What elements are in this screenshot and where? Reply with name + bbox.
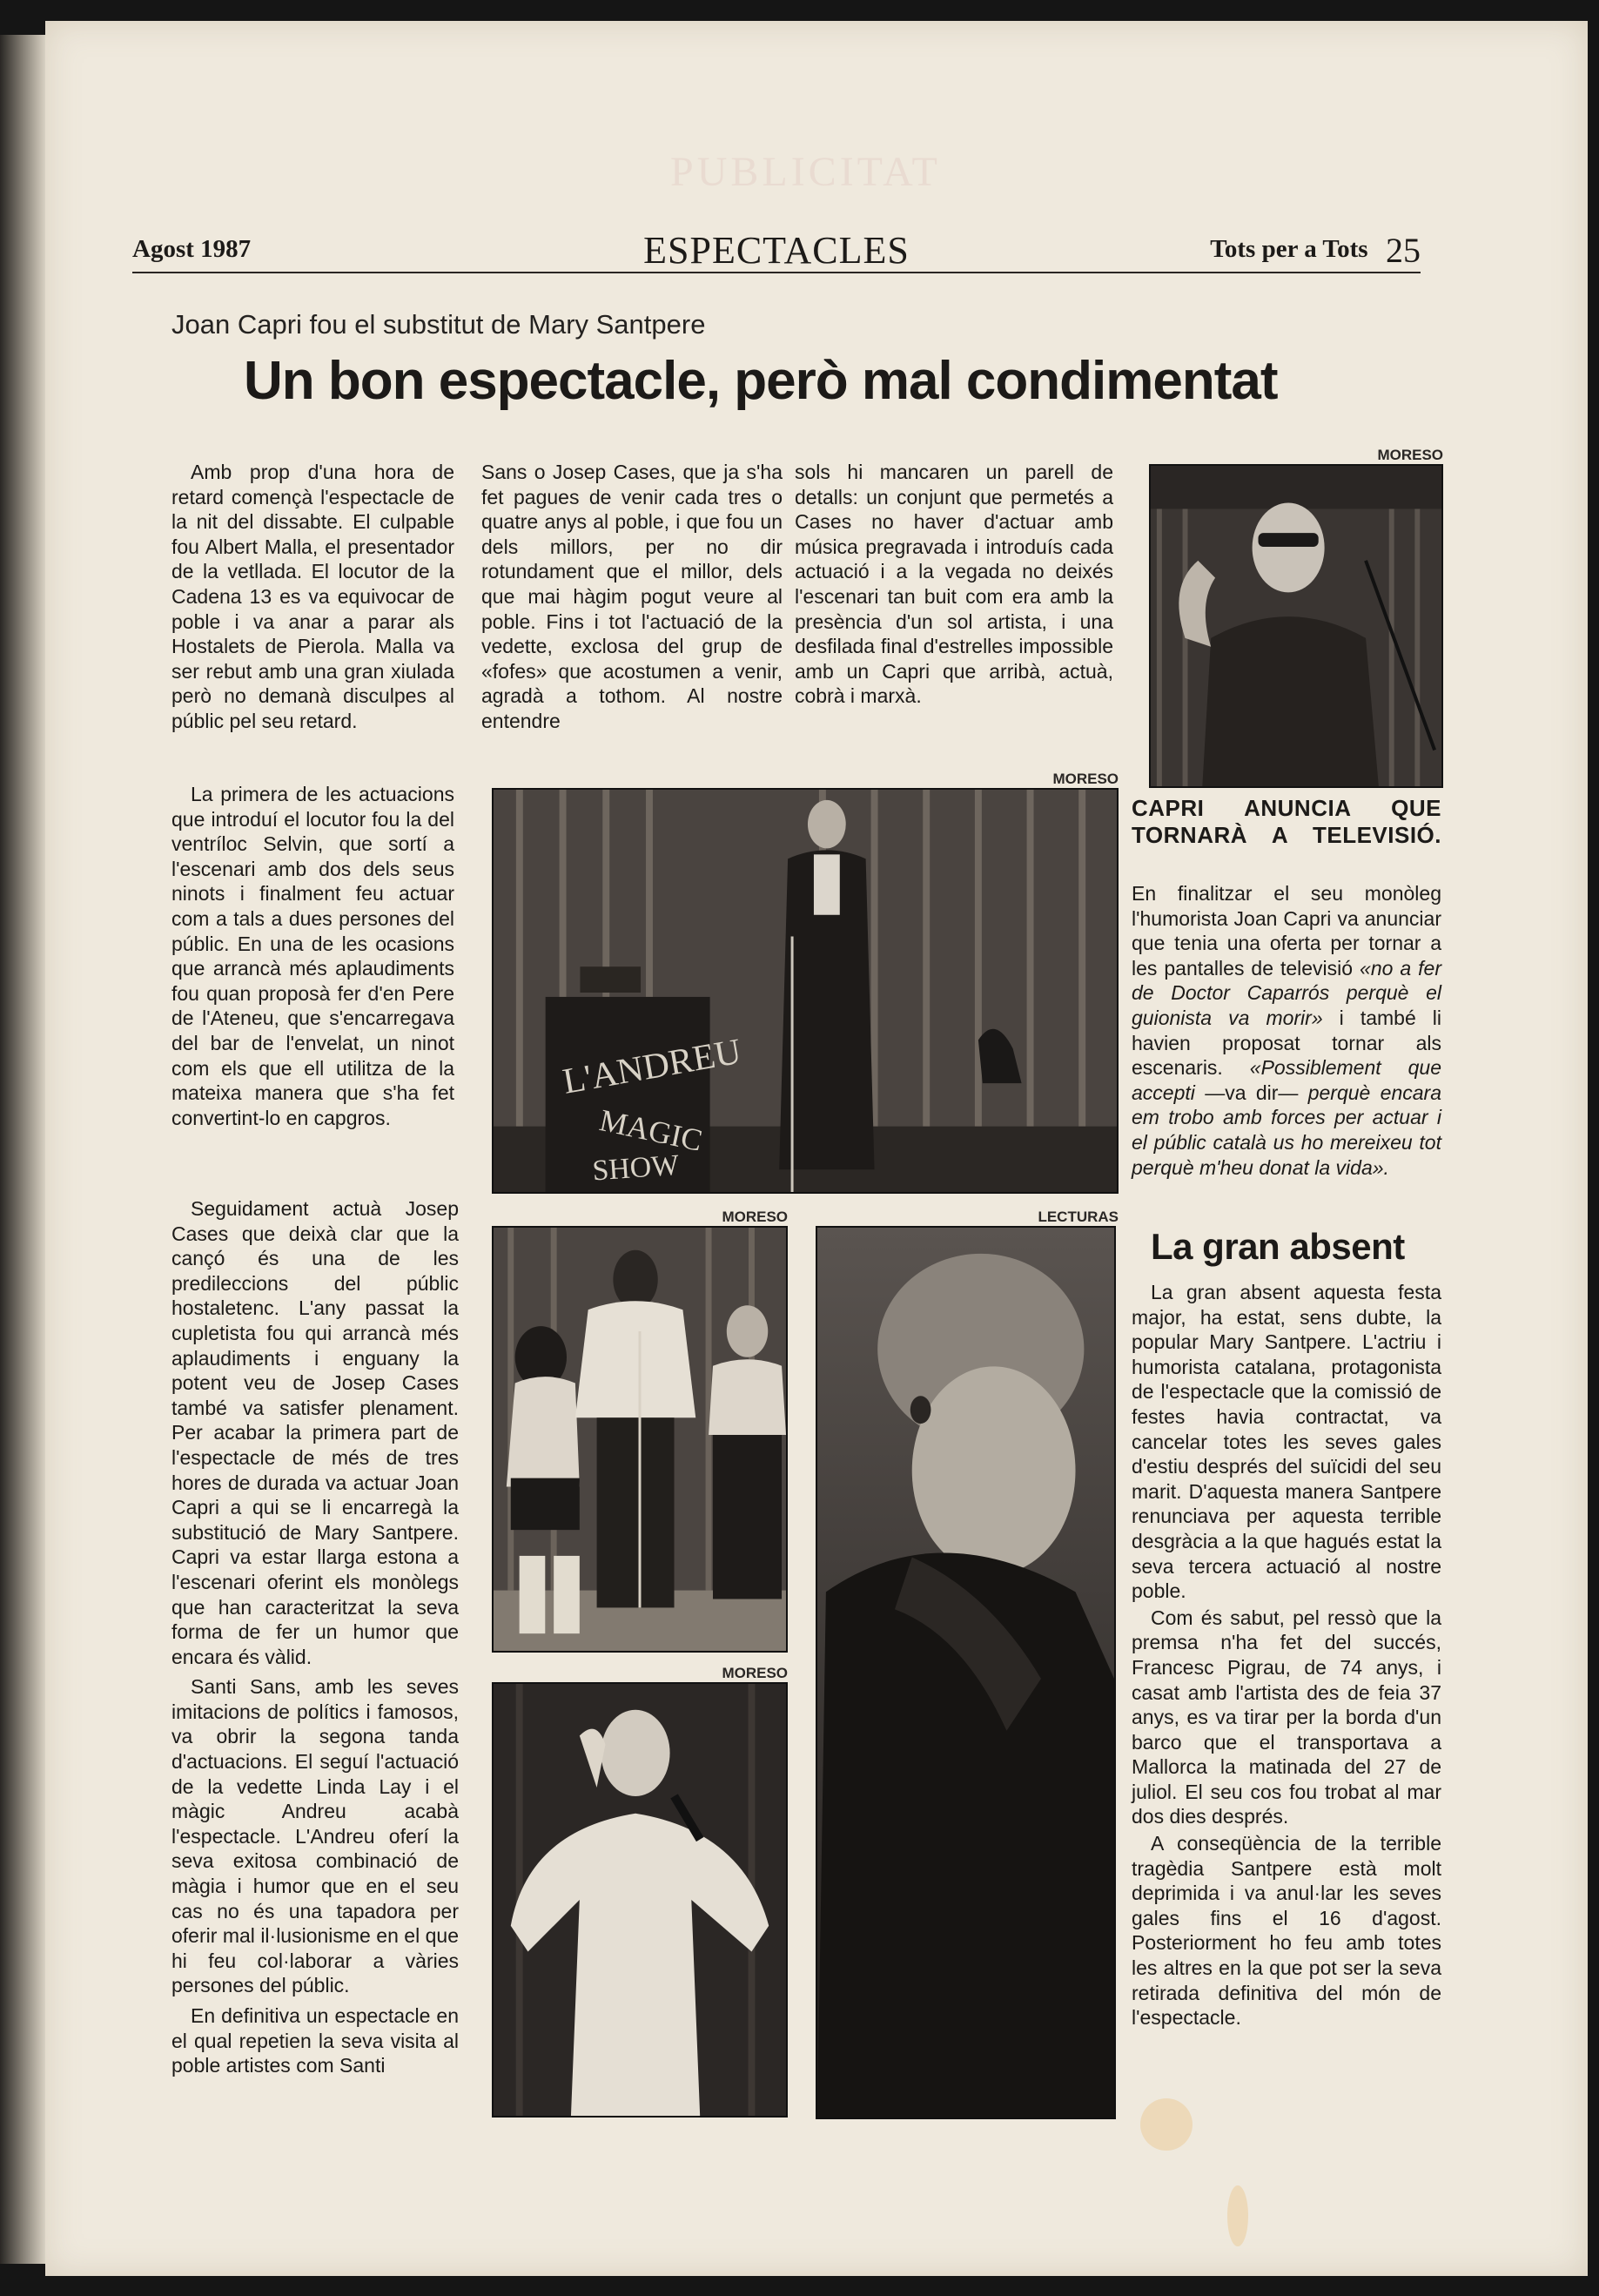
photo-credit: MORESO	[1377, 447, 1443, 463]
issue-date: Agost 1987	[132, 235, 252, 263]
magic-show-sign-text: MAGIC	[596, 1102, 706, 1158]
article-column-1-cont	[171, 782, 454, 1144]
capri-photo-image	[1151, 466, 1441, 786]
magic-show-sign-text: L'ANDREU	[560, 1031, 744, 1102]
paragraph: Santi Sans, amb les seves imitacions de polítics i famosos, va obrir la segona tanda d'actuacions. El seguí l'actuació de la vedette Linda Lay i el màgic Andreu acabà l'espectacle. L'Andreu oferí la seva exitosa combinació de màgia i humor que en el seu cas no és una tapadora per oferir mal il·lusionisme en el que hi feu col·laborar a vàries persones del públic.	[171, 1675, 459, 1997]
caption-title: CAPRI ANUNCIA QUE TORNARÀ A TELEVISIÓ.	[1132, 795, 1441, 848]
sidebar-subhead: La gran absent	[1151, 1226, 1405, 1267]
section-title: ESPECTACLES	[643, 229, 910, 272]
page-number: 25	[1386, 231, 1421, 270]
caption-paragraph	[1132, 881, 1441, 1180]
article-column-2	[481, 460, 783, 748]
publication-name: Tots per a Tots	[1210, 235, 1368, 263]
paragraph: En definitiva un espectacle en el qual repetien la seva visita al poble artistes com Santi	[171, 2004, 459, 2077]
group-photo-image	[494, 1228, 786, 1651]
singer-photo-image	[494, 1684, 786, 2116]
article-column-3	[795, 460, 1113, 723]
caption-text-1: En finalitzar el seu monòleg l'humorista Joan Capri va anunciar que tenia una oferta per tornar a les pantalles de televisió	[1132, 882, 1441, 980]
paragraph: Seguidament actuà Josep Cases que deixà clar que la cançó és una de les predileccions del públic hostaletenc. L'any passat la cupletista fou qui arrancà més aplaudiments i enguany la potent veu de Josep Cases també va satisfer plenament. Per acabar la primera part de l'espectacle de més de tres hores de durada va actuar Joan Capri a qui se li encarregà la substitució de Mary Santpere. Capri va estar llarga estona a l'escenari oferint els monòlegs que han caracteritzat la seva forma de fer un humor que encara és vàlid.	[171, 1197, 459, 1668]
photo-credit: MORESO	[722, 1209, 788, 1225]
page-header	[132, 228, 1421, 273]
header-right	[1210, 230, 1421, 271]
paragraph: A conseqüència de la terrible tragèdia Santpere està molt deprimida i va anul·lar les seves gales fins el 16 d'agost. Posteriorment ho feu amb totes les altres en la que pot ser la seva retirada definitiva del món de l'espectacle.	[1132, 1832, 1441, 2030]
article-column-1-bottom	[171, 1196, 459, 2092]
caption-quote-2: «Possiblement que accepti	[1132, 1056, 1441, 1104]
caption-text	[1132, 881, 1441, 1194]
paragraph: sols hi mancaren un parell de detalls: un conjunt que permetés a Cases no haver d'actuar amb música pregravada i introduís cada actuació i a la vegada no deixés l'escenari tan buit com era amb la presència d'un sol artista, i una desfilada final d'estrelles impossible amb un Capri que arribà, actuà, cobrà i marxà.	[795, 461, 1113, 708]
caption-quote-3: perquè encara em trobo amb forces per actuar i el públic català us ho mereixeu tot perquè m'heu donat la vida».	[1132, 1081, 1441, 1179]
article-headline: Un bon espectacle, però mal condimentat	[244, 351, 1278, 411]
caption-text-3: —va dir—	[1194, 1081, 1308, 1104]
mary-santpere-photo	[816, 1226, 1116, 2119]
group-photo	[492, 1226, 788, 1653]
sidebar-column	[1132, 1280, 1441, 2044]
photo-credit: LECTURAS	[1038, 1209, 1119, 1225]
magic-show-sign-text: SHOW	[591, 1148, 681, 1188]
caption-text-2: i també li havien proposat tornar als escenaris.	[1132, 1006, 1441, 1080]
caption-quote-1: «no a fer de Doctor Caparrós perquè el guionista va morir»	[1132, 956, 1441, 1029]
paragraph: Sans o Josep Cases, que ja s'ha fet pagues de venir cada tres o quatre anys al poble, i que fou un dels millors, per no dir rotundament que el millor, dels que mai hàgim pogut veure al poble. Fins i tot l'actuació de la vedette, exclosa del grup de «fofes» que acostumen a venir, agradà a tothom. Al nostre entendre	[481, 461, 783, 732]
show-through-text: PUBLICITAT	[670, 149, 941, 195]
photo-credit: MORESO	[1052, 771, 1119, 787]
article-kicker: Joan Capri fou el substitut de Mary Santpere	[171, 309, 706, 340]
article-column-1	[171, 460, 454, 748]
stage-photo-image	[494, 790, 1117, 1192]
paper-stain	[1227, 2185, 1248, 2246]
stage-photo	[492, 788, 1119, 1194]
paragraph: La primera de les actuacions que introduí el locutor fou la del ventríloc Selvin, que sortí a l'escenari amb dos dels seus ninots i finalment feu actuar com a tals a dues persones del públic. En una de les ocasions que arrancà més aplaudiments fou quan proposà fer d'en Pere de l'Ateneu, que s'encarregava del bar de l'envelat, un ninot com els que ell utilitza de la mateixa manera que s'ha fet convertint-lo en capgros.	[171, 783, 454, 1129]
capri-photo	[1149, 464, 1443, 788]
singer-photo	[492, 1682, 788, 2118]
paragraph: Amb prop d'una hora de retard començà l'espectacle de la nit del dissabte. El culpable fou Albert Malla, el presentador de la vetllada. El locutor de la Cadena 13 es va equivocar de poble i va anar a parar als Hostalets de Pierola. Malla va ser rebut amb una gran xiulada però no demanà disculpes al públic pel seu retard.	[171, 461, 454, 732]
photo-credit: MORESO	[722, 1665, 788, 1681]
mary-santpere-photo-image	[817, 1228, 1114, 2118]
paragraph: La gran absent aquesta festa major, ha estat, sens dubte, la popular Mary Santpere. L'actriu i humorista catalana, protagonista de l'espectacle que la comissió de festes havia contractat, va cancelar totes les seves gales d'estiu després del suïcidi del seu marit. D'aquesta manera Santpere renunciava per aquesta terrible desgràcia a la que hagués estat la seva tercera actuació al nostre poble.	[1132, 1281, 1441, 1603]
paper-stain	[1140, 2098, 1193, 2151]
paragraph: Com és sabut, pel ressò que la premsa n'ha fet del succés, Francesc Pigrau, de 74 anys, i casat amb l'artista des de feia 37 anys, es va tirar per la borda d'un barco que el transportava a Mallorca la matinada del 27 de juliol. El seu cos fou trobat al mar dos dies després.	[1132, 1606, 1441, 1828]
